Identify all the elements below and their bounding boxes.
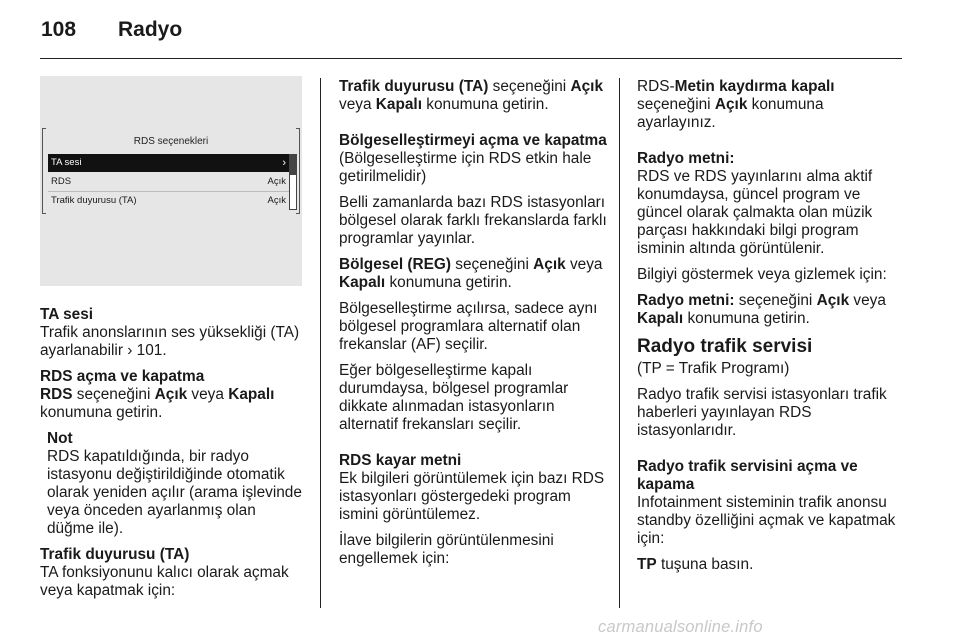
menu-item-rds[interactable] <box>48 173 290 192</box>
rds-text: RDS seçeneğini Açık veya Kapalı konumuna getirin. <box>40 386 275 421</box>
column-divider-2 <box>619 78 620 608</box>
reg-text-4: Bölgeselleştirme açılırsa, sadece aynı bölgesel programlara alternatif olan frekanslar (AF) seçilir. <box>339 300 598 353</box>
reg-text-1: (Bölgeselleştirme için RDS etkin hale getirilmelidir) <box>339 150 592 185</box>
radio-text-heading: Radyo metni: <box>637 150 735 167</box>
chevron-right-icon: › <box>282 157 286 169</box>
kayar-text-1: Ek bilgileri görüntülemek için bazı RDS istasyonları göstergedeki program ismini görüntülemez. <box>339 470 605 523</box>
reg-text-3: Bölgesel (REG) seçeneğini Açık veya Kapalı konumuna getirin. <box>339 256 603 291</box>
menu-item-ta-sesi[interactable] <box>48 154 290 172</box>
display-screen <box>40 128 302 214</box>
scrollbar[interactable] <box>289 154 297 210</box>
note-box <box>40 430 305 538</box>
page-number: 108 <box>41 18 77 41</box>
reg-text-5: Eğer bölgeselleştirme kapalı durumdaysa, bölgesel programlar dikkate alınmadan istasyonların alternatif frekansları seçilir. <box>339 362 569 433</box>
menu-item-value: Açık <box>267 176 286 187</box>
rds-heading: RDS açma ve kapatma <box>40 368 205 385</box>
radio-text-1: RDS ve RDS yayınlarını alma aktif konumdaysa, güncel program ve güncel olarak çalmakta olan müzik parçası hakkındaki bilgi program isminin altında görüntülenir. <box>637 168 873 257</box>
ta-setting-text: Trafik duyurusu (TA) seçeneğini Açık veya Kapalı konumuna getirin. <box>339 78 604 113</box>
note-heading: Not <box>47 430 73 447</box>
radio-text-2: Bilgiyi göstermek veya gizlemek için: <box>637 266 887 283</box>
tp-text-2: Infotainment sisteminin trafik anonsu standby özelliğini açmak ve kapatmak için: <box>637 494 896 547</box>
watermark: carmanualsonline.info <box>598 618 763 636</box>
page-ref-icon: › <box>127 342 133 359</box>
menu-item-label: Trafik duyurusu (TA) <box>51 195 137 206</box>
column-2 <box>339 78 609 576</box>
ta-heading: Trafik duyurusu (TA) <box>40 546 190 563</box>
reg-text-2: Belli zamanlarda bazı RDS istasyonları bölgesel olarak farklı frekanslarda farklı programlar yayınlar. <box>339 194 607 247</box>
note-text: RDS kapatıldığında, bir radyo istasyonu değiştirildiğinde otomatik olarak yeniden açılır (arama işlevinde veya önceden ayarlanmış olan düğme ile). <box>47 448 302 537</box>
column-divider-1 <box>320 78 321 608</box>
reg-heading: Bölgeselleştirmeyi açma ve kapatma <box>339 132 607 149</box>
tp-text-3: TP tuşuna basın. <box>637 556 754 573</box>
tp-section-heading: Radyo trafik servisi <box>637 336 813 357</box>
tp-heading: Radyo trafik servisini açma ve kapama <box>637 458 858 493</box>
page-header <box>41 18 183 42</box>
kayar-text-2: İlave bilgilerin görüntülenmesini engellemek için: <box>339 532 554 567</box>
column-1 <box>40 76 305 608</box>
kayar-heading: RDS kayar metni <box>339 452 462 469</box>
rds-options-figure <box>40 76 302 286</box>
scrollbar-thumb[interactable] <box>290 155 296 175</box>
tp-text-1: Radyo trafik servisi istasyonları trafik haberleri yayınlayan RDS istasyonlarıdır. <box>637 386 887 439</box>
menu-item-label: RDS <box>51 176 72 187</box>
header-rule <box>40 58 902 59</box>
ta-text: TA fonksiyonunu kalıcı olarak açmak veya kapatmak için: <box>40 564 289 599</box>
menu-item-value: Açık <box>267 195 286 206</box>
tp-subtitle: (TP = Trafik Programı) <box>637 360 790 377</box>
menu-item-label: TA sesi <box>51 157 82 168</box>
ta-sesi-text: Trafik anonslarının ses yüksekliği (TA) ayarlanabilir › 101. <box>40 324 300 359</box>
ta-sesi-heading: TA sesi <box>40 306 94 323</box>
radio-text-3: Radyo metni: seçeneğini Açık veya Kapalı konumuna getirin. <box>637 292 886 327</box>
menu-item-trafik-duyurusu[interactable] <box>48 192 290 210</box>
screen-title: RDS seçenekleri <box>133 136 209 147</box>
scroll-setting-text: RDS-Metin kaydırma kapalı seçeneğini Açık konumuna ayarlayınız. <box>637 78 835 131</box>
section-title: Radyo <box>118 18 183 41</box>
column-3 <box>637 78 905 582</box>
